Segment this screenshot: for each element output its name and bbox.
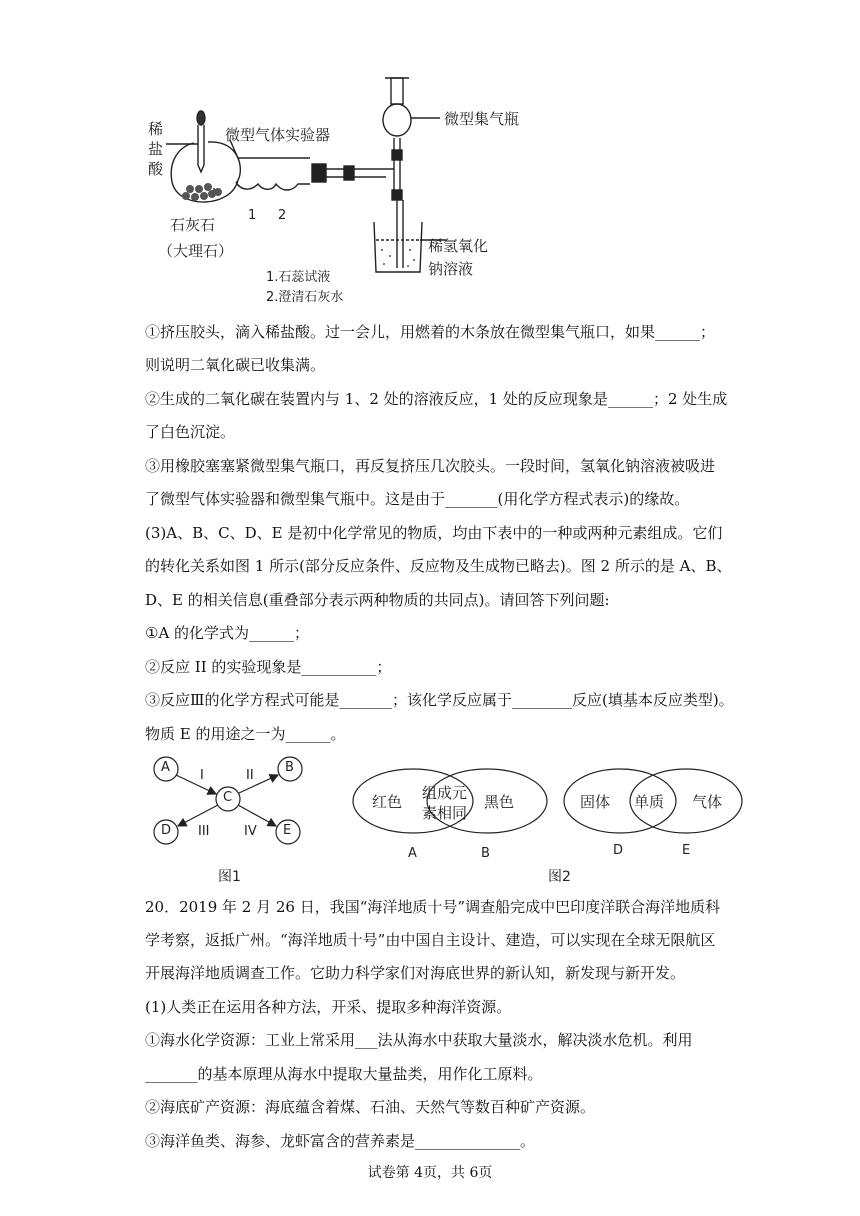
arrow-label-i: I [200, 768, 204, 783]
page-footer: 试卷第 4页，共 6页 [367, 1165, 493, 1181]
node-b: B [285, 760, 294, 775]
well-2-label: 2 [278, 208, 287, 223]
node-a: A [161, 760, 170, 775]
q20-line-2: 学考察，返抵广州。“海洋地质十号”由中国自主设计、建造，可以实现在全球无限航区 [145, 931, 716, 949]
venn-ab-overlap-2: 素相同 [422, 804, 468, 822]
para-line-5: ③用橡胶塞塞紧微型集气瓶口，再反复挤压几次胶头。一段时间，氢氧化钠溶液被吸进 [145, 457, 716, 475]
acid-label-1: 稀 [148, 120, 164, 138]
naoh-label-1: 稀氢氧化 [428, 237, 489, 255]
arrow-label-iii: III [198, 824, 210, 839]
node-d: D [161, 823, 172, 838]
well-1-label: 1 [248, 208, 257, 223]
para-line-10: ①A 的化学式为______； [145, 624, 310, 642]
bottle-label: 微型集气瓶 [444, 110, 520, 128]
acid-label-3: 酸 [148, 160, 164, 178]
para-line-11: ②反应 II 的实验现象是__________； [145, 658, 392, 676]
legend-2: 2.澄清石灰水 [266, 290, 344, 305]
q20-line-4: (1)人类正在运用各种方法，开采、提取多种海洋资源。 [145, 998, 512, 1016]
para-line-6: 了微型气体实验器和微型集气瓶中。这是由于_______(用化学方程式表示)的缘故。 [145, 490, 690, 508]
q20-line-3: 开展海洋地质调查工作。它助力科学家们对海底世界的新认知，新发现与新开发。 [145, 964, 686, 982]
node-e: E [283, 823, 292, 838]
venn-ab-overlap-1: 组成元 [422, 784, 468, 802]
venn-b-letter: B [481, 846, 490, 861]
venn-de-overlap: 单质 [634, 793, 665, 811]
venn-d-label: 固体 [580, 793, 611, 811]
figure-1-caption: 图1 [218, 869, 241, 885]
para-line-8: 的转化关系如图 1 所示(部分反应条件、反应物及生成物已略去)。图 2 所示的是 A、B、 [145, 557, 732, 575]
legend-1: 1.石蕊试液 [266, 270, 331, 285]
q20-line-5: ①海水化学资源：工业上常采用___法从海水中获取大量淡水，解决淡水危机。利用 [145, 1031, 693, 1049]
venn-a-label: 红色 [372, 793, 403, 811]
para-line-9: D、E 的相关信息(重叠部分表示两种物质的共同点)。请回答下列问题: [145, 591, 610, 609]
q20-line-7: ②海底矿产资源：海底蕴含着煤、石油、天然气等数百种矿产资源。 [145, 1098, 596, 1116]
arrow-label-iv: IV [244, 824, 257, 839]
figure-2-caption: 图2 [548, 869, 571, 885]
acid-label-2: 盐 [148, 140, 164, 158]
q20-line-8: ③海洋鱼类、海参、龙虾富含的营养素是______________。 [145, 1132, 536, 1150]
stone-label: 石灰石 [170, 216, 216, 234]
para-line-13: 物质 E 的用途之一为______。 [145, 725, 346, 743]
naoh-label-2: 钠溶液 [428, 260, 474, 278]
para-line-7: (3)A、B、C、D、E 是初中化学常见的物质，均由下表中的一种或两种元素组成。它们 [145, 524, 723, 542]
device-label: 微型气体实验器 [225, 126, 331, 144]
para-line-1: ①挤压胶头，滴入稀盐酸。过一会儿，用燃着的木条放在微型集气瓶口，如果______； [145, 323, 716, 341]
q20-line-6: _______的基本原理从海水中提取大量盐类，用作化工原料。 [145, 1065, 543, 1083]
node-c: C [223, 790, 233, 805]
stone-paren-label: （大理石） [158, 242, 234, 260]
venn-d-letter: D [613, 843, 624, 858]
venn-e-letter: E [682, 843, 691, 858]
para-line-2: 则说明二氧化碳已收集满。 [145, 356, 326, 374]
venn-e-label: 气体 [692, 793, 723, 811]
para-line-4: 了白色沉淀。 [145, 423, 236, 441]
para-line-3: ②生成的二氧化碳在装置内与 1、2 处的溶液反应，1 处的反应现象是______；2 处生成 [145, 390, 728, 408]
venn-b-label: 黑色 [484, 793, 515, 811]
q20-line-1: 20．2019 年 2 月 26 日，我国“海洋地质十号”调查船完成中巴印度洋联合海洋地质科 [145, 898, 721, 916]
venn-a-letter: A [408, 846, 417, 861]
para-line-12: ③反应Ⅲ的化学方程式可能是_______；该化学反应属于________反应(填基本反应类型)。 [145, 691, 734, 709]
arrow-label-ii: II [246, 768, 254, 783]
